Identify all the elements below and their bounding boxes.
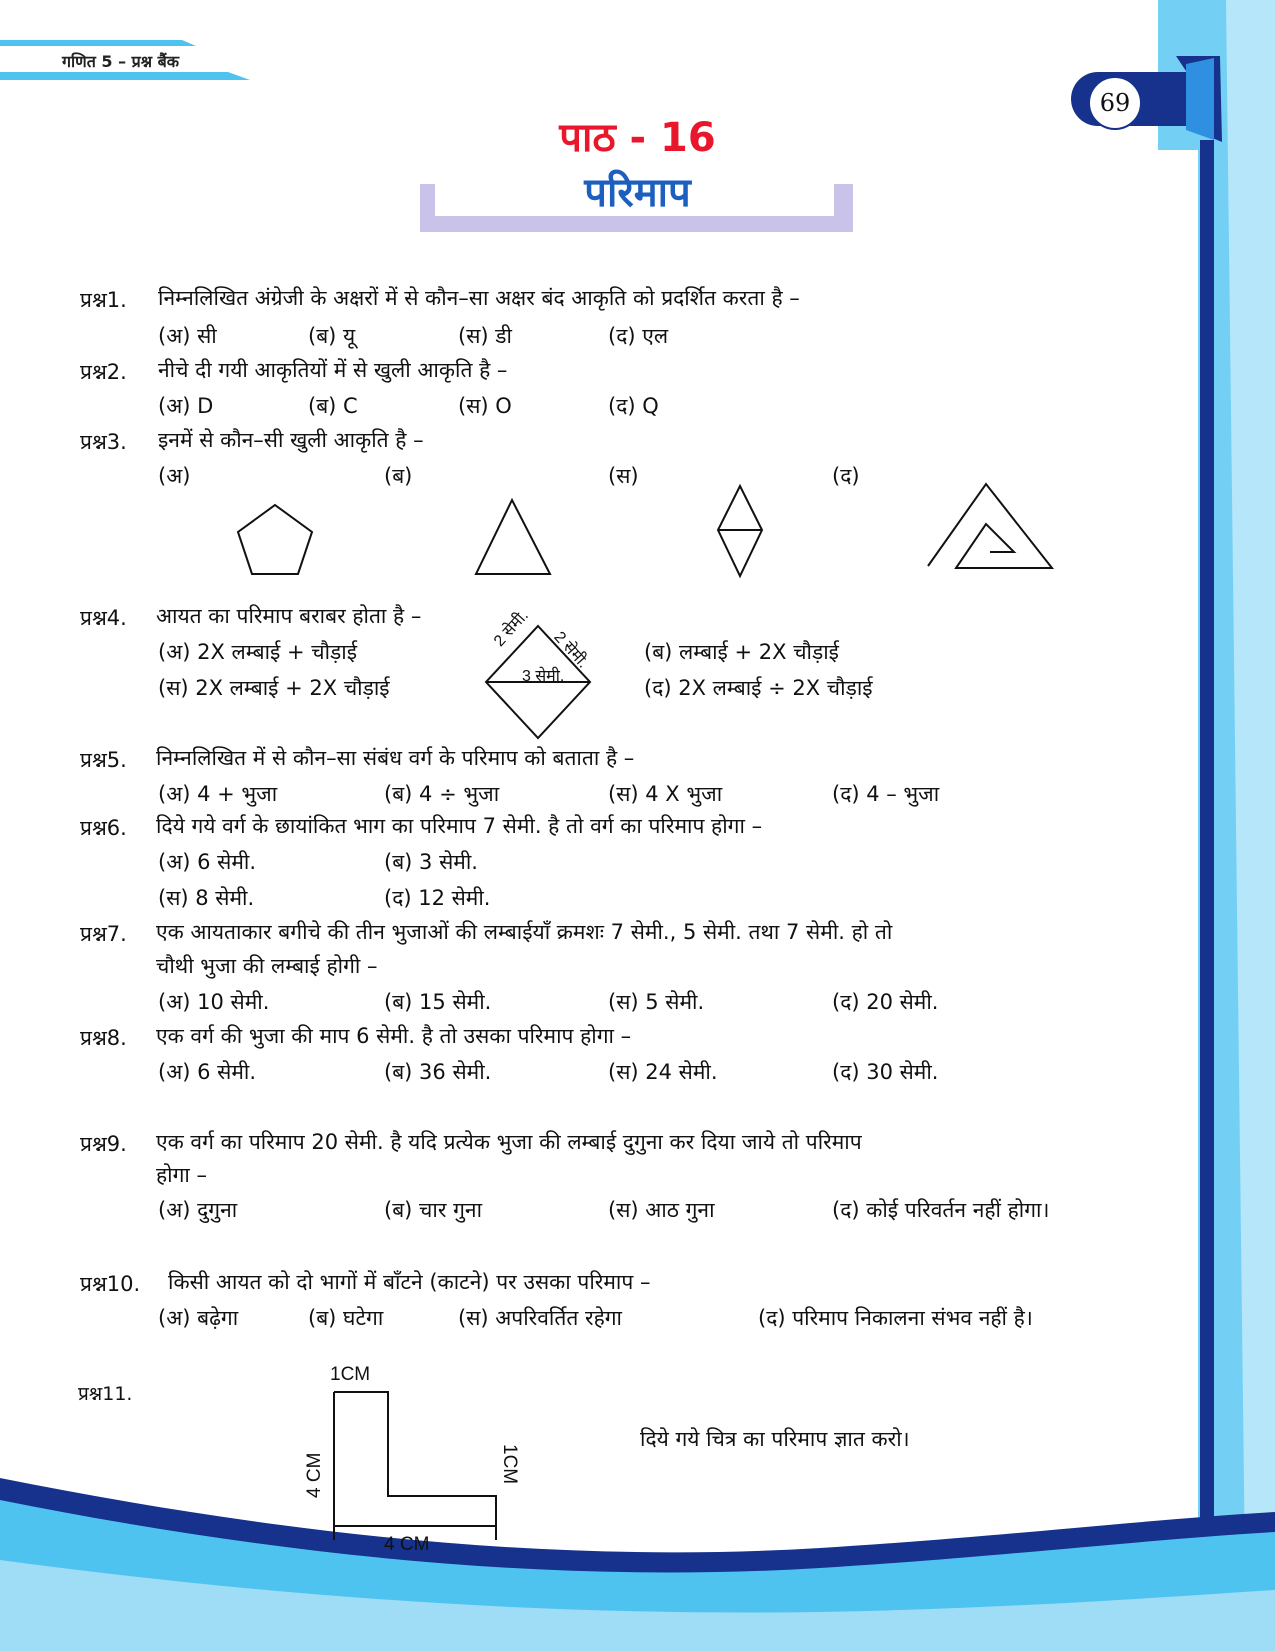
q7-text-line2: चौथी भुजा की लम्बाई होगी – <box>156 954 378 978</box>
q2-option-b: (ब) C <box>308 394 358 418</box>
q8-option-c: (स) 24 सेमी. <box>608 1060 718 1084</box>
q5-text: निम्नलिखित में से कौन–सा संबंध वर्ग के परिमाप को बताता है – <box>156 746 635 770</box>
q9-option-a: (अ) दुगुना <box>158 1198 238 1222</box>
q3-option-b: (ब) <box>384 464 413 488</box>
q4-text: आयत का परिमाप बराबर होता है – <box>156 604 422 628</box>
q3-option-d: (द) <box>832 464 860 488</box>
q6-text: दिये गये वर्ग के छायांकित भाग का परिमाप 7 सेमी. है तो वर्ग का परिमाप होगा – <box>156 814 763 838</box>
q8-option-d: (द) 30 सेमी. <box>832 1060 939 1084</box>
q3-number: प्रश्न3. <box>80 430 127 454</box>
q4-option-a: (अ) 2X लम्बाई + चौड़ाई <box>158 640 358 664</box>
q3-option-c: (स) <box>608 464 639 488</box>
q10-option-d: (द) परिमाप निकालना संभव नहीं है। <box>758 1306 1033 1330</box>
q5-option-b: (ब) 4 ÷ भुजा <box>384 782 500 806</box>
q5-option-a: (अ) 4 + भुजा <box>158 782 278 806</box>
q7-option-a: (अ) 10 सेमी. <box>158 990 270 1014</box>
spiral-triangle-shape <box>928 484 1052 568</box>
q3-text: इनमें से कौन–सी खुली आकृति है – <box>158 428 424 452</box>
q9-option-c: (स) आठ गुना <box>608 1198 715 1222</box>
q8-option-b: (ब) 36 सेमी. <box>384 1060 492 1084</box>
q4-side-left-label: 2 सेमी. <box>490 607 532 651</box>
q11-number: प्रश्न11. <box>78 1383 133 1405</box>
q9-option-b: (ब) चार गुना <box>384 1198 483 1222</box>
q5-number: प्रश्न5. <box>80 748 127 772</box>
q7-option-d: (द) 20 सेमी. <box>832 990 939 1014</box>
q11-bottom-label: 4 CM <box>384 1534 430 1555</box>
pentagon-shape <box>238 505 312 574</box>
q10-option-a: (अ) बढ़ेगा <box>158 1306 239 1330</box>
q11-right-label: 1CM <box>499 1444 520 1485</box>
q1-option-c: (स) डी <box>458 324 512 348</box>
q10-option-c: (स) अपरिवर्तित रहेगा <box>458 1306 622 1330</box>
q7-option-c: (स) 5 सेमी. <box>608 990 705 1014</box>
q11-text: दिये गये चित्र का परिमाप ज्ञात करो। <box>640 1427 910 1451</box>
q10-number: प्रश्न10. <box>80 1272 141 1296</box>
q5-option-c: (स) 4 X भुजा <box>608 782 723 806</box>
q2-option-a: (अ) D <box>158 394 214 418</box>
q11-top-label: 1CM <box>330 1364 371 1385</box>
l-shape-upper <box>334 1392 496 1540</box>
q6-option-b: (ब) 3 सेमी. <box>384 850 478 874</box>
q1-text: निम्नलिखित अंग्रेजी के अक्षरों में से कौन–सा अक्षर बंद आकृति को प्रदर्शित करता है – <box>158 286 800 310</box>
chapter-title: पाठ - 16 <box>559 115 716 161</box>
q9-text-line2: होगा – <box>156 1163 208 1187</box>
q8-number: प्रश्न8. <box>80 1026 127 1050</box>
q11-l-shape-base <box>300 1524 540 1528</box>
triangle-shape <box>476 500 550 574</box>
q1-number: प्रश्न1. <box>80 288 127 312</box>
q6-option-d: (द) 12 सेमी. <box>384 886 491 910</box>
q6-option-a: (अ) 6 सेमी. <box>158 850 257 874</box>
q2-number: प्रश्न2. <box>80 360 127 384</box>
q1-option-b: (ब) यू <box>308 324 356 348</box>
q2-option-d: (द) Q <box>608 394 659 418</box>
page-number: 69 <box>1088 76 1142 130</box>
q10-option-b: (ब) घटेगा <box>308 1306 384 1330</box>
q9-number: प्रश्न9. <box>80 1132 127 1156</box>
q9-text: एक वर्ग का परिमाप 20 सेमी. है यदि प्रत्येक भुजा की लम्बाई दुगुना कर दिया जाये तो परिमाप <box>156 1130 862 1154</box>
q11-left-label: 4 CM <box>304 1452 325 1498</box>
q4-number: प्रश्न4. <box>80 606 127 630</box>
q3-shapes <box>0 0 1100 600</box>
q2-option-c: (स) O <box>458 394 512 418</box>
right-navy-rule <box>1200 140 1214 1640</box>
q5-option-d: (द) 4 – भुजा <box>832 782 940 806</box>
q9-option-d: (द) कोई परिवर्तन नहीं होगा। <box>832 1198 1050 1222</box>
book-title: गणित 5 – प्रश्न बैंक <box>62 52 180 71</box>
q10-text: किसी आयत को दो भागों में बाँटने (काटने) पर उसका परिमाप – <box>168 1270 651 1294</box>
q1-option-d: (द) एल <box>608 324 669 348</box>
q2-text: नीचे दी गयी आकृतियों में से खुली आकृति है – <box>158 358 508 382</box>
q4-option-c: (स) 2X लम्बाई + 2X चौड़ाई <box>158 676 390 700</box>
q7-number: प्रश्न7. <box>80 922 127 946</box>
q8-text: एक वर्ग की भुजा की माप 6 सेमी. है तो उसका परिमाप होगा – <box>156 1024 632 1048</box>
q1-option-a: (अ) सी <box>158 324 217 348</box>
chapter-subtitle: परिमाप <box>584 170 691 216</box>
q6-option-c: (स) 8 सेमी. <box>158 886 255 910</box>
q4-side-right-label: 2 सेमी. <box>550 628 592 672</box>
q3-option-a: (अ) <box>158 464 191 488</box>
q4-option-d: (द) 2X लम्बाई ÷ 2X चौड़ाई <box>644 676 873 700</box>
q4-diagonal-label: 3 सेमी. <box>522 668 565 685</box>
q8-option-a: (अ) 6 सेमी. <box>158 1060 257 1084</box>
q7-option-b: (ब) 15 सेमी. <box>384 990 492 1014</box>
q4-option-b: (ब) लम्बाई + 2X चौड़ाई <box>644 640 839 664</box>
q6-number: प्रश्न6. <box>80 816 127 840</box>
q7-text: एक आयताकार बगीचे की तीन भुजाओं की लम्बाईयाँ क्रमशः 7 सेमी., 5 सेमी. तथा 7 सेमी. हो तो <box>156 920 893 944</box>
